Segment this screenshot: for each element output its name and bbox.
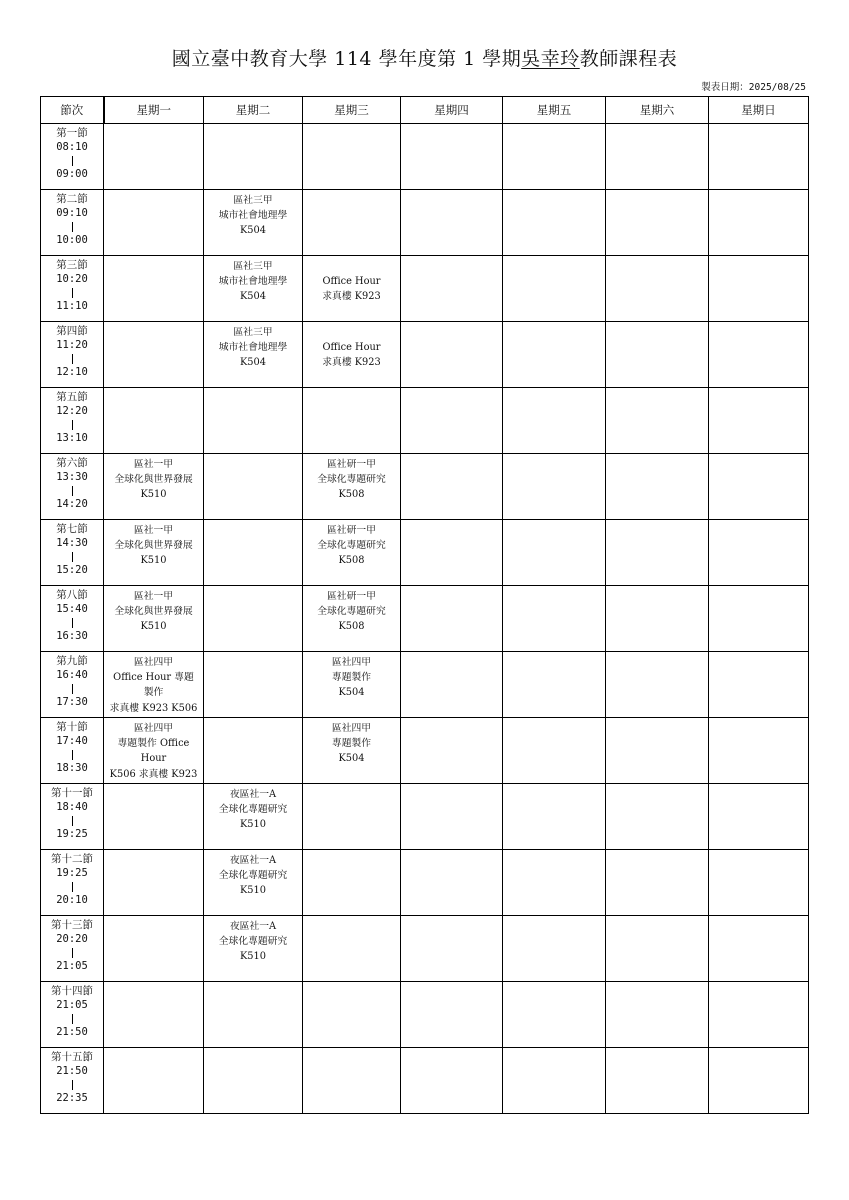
period-name: 第八節 [56, 589, 88, 601]
schedule-cell-mon [104, 454, 204, 520]
schedule-cell-tue [204, 322, 303, 388]
course-line: 區社四甲 [331, 657, 372, 668]
schedule-cell-sat [606, 256, 709, 322]
time-separator [72, 684, 73, 694]
course-line: K504 [338, 687, 365, 699]
schedule-cell-sun [709, 190, 809, 256]
course-line: 區社三甲 [233, 261, 273, 272]
period-slot [41, 190, 104, 256]
schedule-cell-thu [401, 190, 503, 256]
course-line: 區社四甲 [133, 723, 174, 734]
time-separator [72, 618, 73, 628]
schedule-cell-mon [104, 586, 204, 652]
schedule-cell-mon [104, 652, 204, 718]
schedule-cell-wed [303, 586, 401, 652]
schedule-cell-sun [709, 322, 809, 388]
period-end: 21:05 [56, 959, 88, 972]
header-wed: 星期三 [303, 97, 401, 124]
schedule-cell-fri [503, 718, 606, 784]
period-row [41, 520, 809, 586]
period-slot [41, 784, 104, 850]
schedule-cell-sun [709, 520, 809, 586]
course-line: K504 [239, 291, 267, 303]
schedule-cell-sat [606, 322, 709, 388]
period-start: 21:50 [56, 1064, 88, 1077]
period-row [41, 190, 809, 256]
period-slot [41, 124, 104, 190]
period-name: 第一節 [56, 127, 88, 139]
period-end: 19:25 [56, 827, 88, 840]
schedule-cell-tue [204, 190, 303, 256]
period-end: 20:10 [56, 893, 88, 906]
schedule-cell-thu [401, 124, 503, 190]
period-end: 12:10 [56, 365, 88, 378]
schedule-body [41, 124, 809, 1114]
course-line: K504 [239, 357, 267, 369]
print-date: 製表日期：2025/08/25 [701, 82, 806, 93]
time-separator [72, 486, 73, 496]
period-end: 18:30 [56, 761, 88, 774]
course-line: 全球化專題研究 [218, 936, 288, 948]
schedule-cell-thu [401, 718, 503, 784]
course-line: 城市社會地理學 [218, 210, 288, 222]
course-line: Office Hour 專題 [113, 672, 194, 684]
schedule-cell-sat [606, 850, 709, 916]
time-separator [72, 420, 73, 430]
period-start: 11:20 [56, 338, 88, 351]
course-line: 全球化專題研究 [218, 870, 288, 882]
schedule-cell-sat [606, 454, 709, 520]
course-line: K510 [239, 951, 267, 963]
schedule-cell-fri [503, 586, 606, 652]
schedule-cell-tue [204, 916, 303, 982]
title-suffix: 教師課程表 [579, 48, 678, 70]
course-line: 全球化專題研究 [317, 474, 386, 486]
course-line: 求真樓 K923 [322, 291, 381, 303]
period-name: 第十三節 [51, 919, 93, 931]
period-slot [41, 520, 104, 586]
course-line: 夜區社一A [229, 789, 277, 800]
schedule-cell-wed [303, 916, 401, 982]
schedule-cell-wed [303, 454, 401, 520]
course-line: 區社一甲 [133, 525, 174, 536]
period-slot [41, 388, 104, 454]
schedule-cell-tue [204, 784, 303, 850]
course-line: 區社研一甲 [327, 459, 376, 470]
period-end: 10:00 [56, 233, 88, 246]
course-line: 全球化與世界發展 [114, 540, 193, 552]
course-line: 製作 [143, 687, 164, 699]
course-line: 全球化專題研究 [218, 804, 288, 816]
course-line: 城市社會地理學 [218, 276, 288, 288]
schedule-cell-sat [606, 190, 709, 256]
period-name: 第十四節 [51, 985, 93, 997]
schedule-cell-sat [606, 982, 709, 1048]
schedule-cell-tue [204, 388, 303, 454]
period-end: 15:20 [56, 563, 88, 576]
schedule-cell-mon [104, 124, 204, 190]
period-start: 12:20 [56, 404, 88, 417]
schedule-cell-thu [401, 256, 503, 322]
period-name: 第七節 [56, 523, 88, 535]
period-slot [41, 916, 104, 982]
schedule-cell-wed [303, 256, 401, 322]
schedule-cell-thu [401, 850, 503, 916]
period-start: 10:20 [56, 272, 88, 285]
period-end: 11:10 [56, 299, 88, 312]
schedule-cell-sun [709, 1048, 809, 1114]
schedule-cell-sun [709, 850, 809, 916]
period-row [41, 916, 809, 982]
period-row [41, 586, 809, 652]
schedule-cell-fri [503, 916, 606, 982]
period-row [41, 124, 809, 190]
schedule-cell-sun [709, 454, 809, 520]
schedule-cell-sun [709, 784, 809, 850]
period-slot [41, 652, 104, 718]
course-line: K508 [338, 555, 365, 567]
schedule-cell-sun [709, 652, 809, 718]
schedule-cell-tue [204, 520, 303, 586]
course-line: K504 [338, 753, 365, 765]
schedule-cell-thu [401, 1048, 503, 1114]
period-row [41, 850, 809, 916]
schedule-cell-sat [606, 388, 709, 454]
period-name: 第六節 [56, 457, 88, 469]
time-separator [72, 288, 73, 298]
schedule-cell-wed [303, 652, 401, 718]
schedule-cell-fri [503, 982, 606, 1048]
schedule-cell-wed [303, 190, 401, 256]
schedule-cell-sat [606, 718, 709, 784]
period-name: 第十一節 [51, 787, 93, 799]
schedule-cell-fri [503, 190, 606, 256]
period-start: 14:30 [56, 536, 88, 549]
header-fri: 星期五 [503, 97, 606, 124]
schedule-cell-mon [104, 982, 204, 1048]
schedule-cell-sat [606, 124, 709, 190]
course-line: K508 [338, 489, 365, 501]
schedule-cell-sat [606, 916, 709, 982]
period-row [41, 784, 809, 850]
schedule-cell-tue [204, 454, 303, 520]
course-line: 區社三甲 [233, 327, 273, 338]
period-slot [41, 322, 104, 388]
schedule-cell-fri [503, 784, 606, 850]
schedule-cell-thu [401, 454, 503, 520]
schedule-cell-tue [204, 124, 303, 190]
course-line: K510 [140, 489, 167, 501]
schedule-cell-sun [709, 916, 809, 982]
time-separator [72, 750, 73, 760]
schedule-table [40, 96, 809, 1114]
time-separator [72, 156, 73, 166]
time-separator [72, 882, 73, 892]
course-line [305, 325, 398, 340]
period-name: 第二節 [56, 193, 88, 205]
schedule-cell-wed [303, 784, 401, 850]
period-end: 21:50 [56, 1025, 88, 1038]
page-title [0, 44, 849, 71]
schedule-cell-sun [709, 586, 809, 652]
period-start: 21:05 [56, 998, 88, 1011]
schedule-cell-mon [104, 322, 204, 388]
schedule-cell-fri [503, 520, 606, 586]
course-line: K510 [239, 885, 267, 897]
schedule-cell-fri [503, 124, 606, 190]
schedule-cell-sat [606, 652, 709, 718]
course-line: K510 [140, 555, 167, 567]
schedule-cell-mon [104, 916, 204, 982]
schedule-cell-fri [503, 256, 606, 322]
course-line: 區社四甲 [133, 657, 174, 668]
schedule-cell-sat [606, 1048, 709, 1114]
time-separator [72, 1014, 73, 1024]
period-end: 16:30 [56, 629, 88, 642]
schedule-cell-sun [709, 388, 809, 454]
schedule-cell-mon [104, 1048, 204, 1114]
schedule-cell-sun [709, 256, 809, 322]
schedule-cell-wed [303, 322, 401, 388]
course-line: 全球化專題研究 [317, 540, 386, 552]
course-line: 求真樓 K923 [322, 357, 381, 369]
schedule-cell-tue [204, 1048, 303, 1114]
schedule-cell-fri [503, 388, 606, 454]
title-prefix: 國立臺中教育大學 114 學年度第 1 學期 [171, 48, 522, 70]
period-row [41, 256, 809, 322]
period-name: 第十節 [56, 721, 88, 733]
period-slot [41, 850, 104, 916]
schedule-cell-sat [606, 784, 709, 850]
period-end: 14:20 [56, 497, 88, 510]
course-line: Hour [140, 753, 167, 765]
schedule-cell-wed [303, 124, 401, 190]
header-period: 節次 [41, 97, 104, 124]
schedule-cell-fri [503, 652, 606, 718]
schedule-cell-tue [204, 982, 303, 1048]
schedule-cell-fri [503, 454, 606, 520]
period-end: 13:10 [56, 431, 88, 444]
period-start: 18:40 [56, 800, 88, 813]
course-line: K510 [239, 819, 267, 831]
period-start: 13:30 [56, 470, 88, 483]
period-slot [41, 1048, 104, 1114]
schedule-cell-wed [303, 850, 401, 916]
course-line: K508 [338, 621, 365, 633]
header-tue: 星期二 [204, 97, 303, 124]
schedule-cell-wed [303, 388, 401, 454]
period-start: 08:10 [56, 140, 88, 153]
period-row [41, 982, 809, 1048]
time-separator [72, 354, 73, 364]
time-separator [72, 552, 73, 562]
schedule-cell-mon [104, 520, 204, 586]
schedule-cell-thu [401, 322, 503, 388]
course-line: 區社研一甲 [327, 591, 376, 602]
course-line: Office Hour [322, 276, 381, 288]
schedule-cell-sat [606, 586, 709, 652]
course-line: 夜區社一A [229, 855, 277, 866]
course-line: 區社研一甲 [327, 525, 376, 536]
schedule-cell-mon [104, 850, 204, 916]
time-separator [72, 816, 73, 826]
schedule-cell-thu [401, 784, 503, 850]
course-line: 區社四甲 [331, 723, 372, 734]
period-start: 20:20 [56, 932, 88, 945]
header-row [41, 97, 809, 124]
period-slot [41, 586, 104, 652]
period-name: 第四節 [56, 325, 88, 337]
period-name: 第五節 [56, 391, 88, 403]
time-separator [72, 222, 73, 232]
course-line: 專題製作 [331, 672, 372, 684]
course-line: 夜區社一A [229, 921, 277, 932]
period-start: 15:40 [56, 602, 88, 615]
schedule-cell-fri [503, 322, 606, 388]
schedule-cell-mon [104, 784, 204, 850]
course-line: 區社一甲 [133, 591, 174, 602]
schedule-cell-tue [204, 652, 303, 718]
course-line: K504 [239, 225, 267, 237]
schedule-cell-wed [303, 982, 401, 1048]
course-line: 區社三甲 [233, 195, 273, 206]
course-line: 專題製作 Office [117, 738, 190, 750]
period-name: 第三節 [56, 259, 88, 271]
period-name: 第十五節 [51, 1051, 93, 1063]
schedule-cell-thu [401, 916, 503, 982]
header-mon: 星期一 [104, 97, 204, 124]
period-name: 第十二節 [51, 853, 93, 865]
schedule-cell-fri [503, 1048, 606, 1114]
schedule-cell-wed [303, 1048, 401, 1114]
period-name: 第九節 [56, 655, 88, 667]
header-sun: 星期日 [709, 97, 809, 124]
schedule-cell-sun [709, 982, 809, 1048]
course-line: 求真樓 K923 K506 [109, 702, 198, 714]
period-end: 17:30 [56, 695, 88, 708]
period-row [41, 718, 809, 784]
schedule-cell-mon [104, 718, 204, 784]
period-row [41, 652, 809, 718]
time-separator [72, 948, 73, 958]
period-slot [41, 718, 104, 784]
header-sat: 星期六 [606, 97, 709, 124]
schedule-cell-fri [503, 850, 606, 916]
period-start: 17:40 [56, 734, 88, 747]
course-line: 全球化與世界發展 [114, 606, 193, 618]
schedule-cell-sat [606, 520, 709, 586]
time-separator [72, 1080, 73, 1090]
header-thu: 星期四 [401, 97, 503, 124]
period-row [41, 322, 809, 388]
schedule-cell-mon [104, 190, 204, 256]
course-line: 全球化與世界發展 [114, 474, 193, 486]
course-line: 專題製作 [331, 738, 372, 750]
period-start: 09:10 [56, 206, 88, 219]
period-row [41, 454, 809, 520]
schedule-cell-tue [204, 586, 303, 652]
period-start: 19:25 [56, 866, 88, 879]
period-slot [41, 454, 104, 520]
schedule-cell-thu [401, 652, 503, 718]
schedule-cell-tue [204, 718, 303, 784]
course-line: 全球化專題研究 [317, 606, 386, 618]
schedule-cell-sun [709, 718, 809, 784]
course-line: 城市社會地理學 [218, 342, 288, 354]
schedule-cell-thu [401, 982, 503, 1048]
schedule-cell-wed [303, 718, 401, 784]
schedule-cell-tue [204, 256, 303, 322]
period-start: 16:40 [56, 668, 88, 681]
period-slot [41, 256, 104, 322]
period-row [41, 388, 809, 454]
course-line: K506 求真樓 K923 [109, 768, 198, 780]
period-end: 09:00 [56, 167, 88, 180]
teacher-name: 吳幸玲 [521, 48, 580, 70]
schedule-cell-mon [104, 388, 204, 454]
schedule-cell-thu [401, 586, 503, 652]
period-slot [41, 982, 104, 1048]
schedule-cell-thu [401, 388, 503, 454]
schedule-cell-wed [303, 520, 401, 586]
schedule-cell-tue [204, 850, 303, 916]
schedule-cell-thu [401, 520, 503, 586]
course-line [305, 259, 398, 274]
course-line: 區社一甲 [133, 459, 174, 470]
period-end: 22:35 [56, 1091, 88, 1104]
schedule-cell-mon [104, 256, 204, 322]
schedule-cell-sun [709, 124, 809, 190]
period-row [41, 1048, 809, 1114]
course-line: Office Hour [322, 342, 381, 354]
course-line: K510 [140, 621, 167, 633]
